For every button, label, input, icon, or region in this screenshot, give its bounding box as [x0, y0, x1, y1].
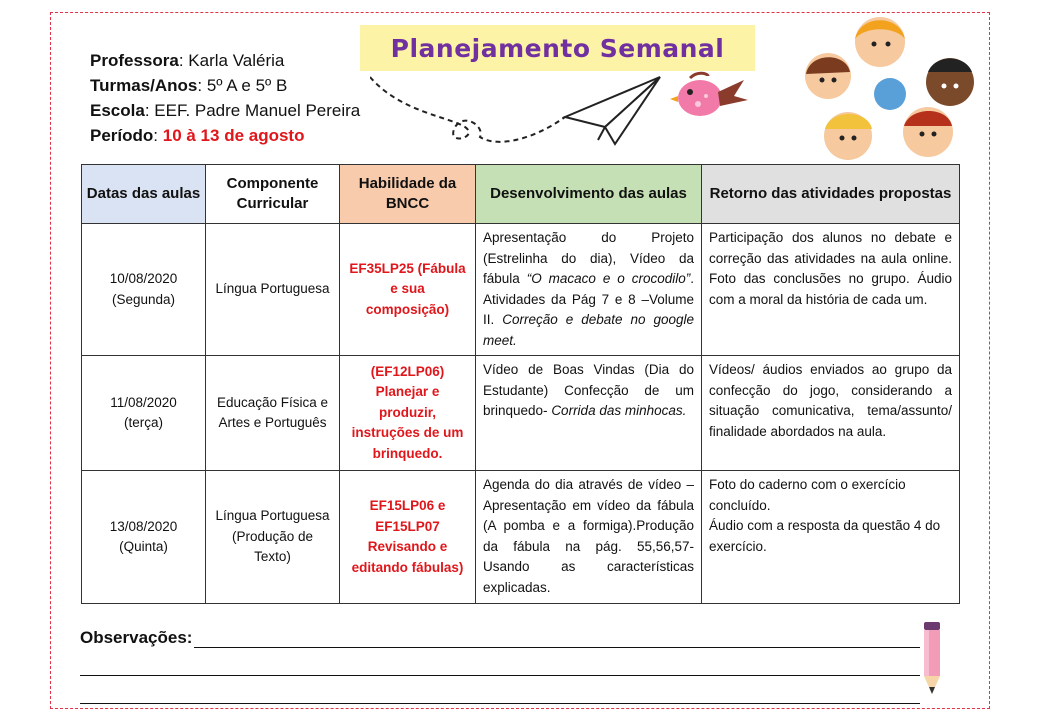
development-cell: Agenda do dia através de vídeo – Apresentação em vídeo da fábula (A pomba e a formiga).Produção da fábula na pág. 55,56,57- Usando as características explicadas.: [476, 471, 702, 604]
header-info: [90, 48, 360, 148]
pencil-icon: [921, 622, 943, 698]
development-cell: Vídeo de Boas Vindas (Dia do Estudante) Confecção de um brinquedo- Corrida das minhocas.: [476, 356, 702, 471]
classes-value: 5º A e 5º B: [206, 76, 288, 95]
observations-label: Observações:: [80, 628, 193, 647]
teacher-line: Professora: Karla Valéria: [90, 51, 285, 70]
title-banner: [360, 25, 755, 71]
paper-plane-icon: [370, 72, 670, 162]
observations-section: [80, 625, 920, 709]
school-line: Escola: EEF. Padre Manuel Pereira: [90, 101, 361, 120]
observation-line[interactable]: [80, 647, 920, 648]
bird-icon: [668, 66, 752, 120]
date-cell: 11/08/2020 (terça): [82, 356, 206, 471]
header-skill: Habilidade da BNCC: [340, 165, 476, 224]
weekly-plan-table: [81, 164, 960, 604]
teacher-name: Karla Valéria: [188, 51, 285, 70]
table-row: [82, 224, 960, 356]
table-row: [82, 356, 960, 471]
table-row: [82, 471, 960, 604]
component-cell: Educação Física e Artes e Português: [206, 356, 340, 471]
observation-line[interactable]: [80, 703, 920, 704]
header-development: Desenvolvimento das aulas: [476, 165, 702, 224]
skill-cell: (EF12LP06) Planejar e produzir, instruções de um brinquedo.: [340, 356, 476, 471]
classes-line: Turmas/Anos: 5º A e 5º B: [90, 76, 288, 95]
observation-line[interactable]: [80, 675, 920, 676]
period-value: 10 à 13 de agosto: [162, 126, 305, 145]
return-cell: Vídeos/ áudios enviados ao grupo da confecção do jogo, considerando a situação comunicativa, tema/assunto/ finalidade abordados na aula.: [702, 356, 960, 471]
header-return: Retorno das atividades propostas: [702, 165, 960, 224]
component-cell: Língua Portuguesa (Produção de Texto): [206, 471, 340, 604]
date-cell: 10/08/2020 (Segunda): [82, 224, 206, 356]
period-line: Período: 10 à 13 de agosto: [90, 126, 305, 145]
return-cell: Participação dos alunos no debate e correção das atividades na aula online. Foto das conclusões no grupo. Áudio com a moral da história de cada um.: [702, 224, 960, 356]
component-cell: Língua Portuguesa: [206, 224, 340, 356]
skill-cell: EF15LP06 e EF15LP07 Revisando e editando fábulas): [340, 471, 476, 604]
header-component: Componente Curricular: [206, 165, 340, 224]
school-name: EEF. Padre Manuel Pereira: [154, 101, 361, 120]
table-header-row: [82, 165, 960, 224]
skill-cell: EF35LP25 (Fábula e sua composição): [340, 224, 476, 356]
header-dates: Datas das aulas: [82, 165, 206, 224]
date-cell: 13/08/2020 (Quinta): [82, 471, 206, 604]
kids-circle-icon: [800, 14, 980, 166]
page-title: Planejamento Semanal: [390, 33, 725, 63]
development-cell: Apresentação do Projeto (Estrelinha do dia), Vídeo da fábula “O macaco e o crocodilo”. Atividades da Pág 7 e 8 –Volume II. Correção e debate no google meet.: [476, 224, 702, 356]
return-cell: Foto do caderno com o exercício concluído. Áudio com a resposta da questão 4 do exercício.: [702, 471, 960, 604]
